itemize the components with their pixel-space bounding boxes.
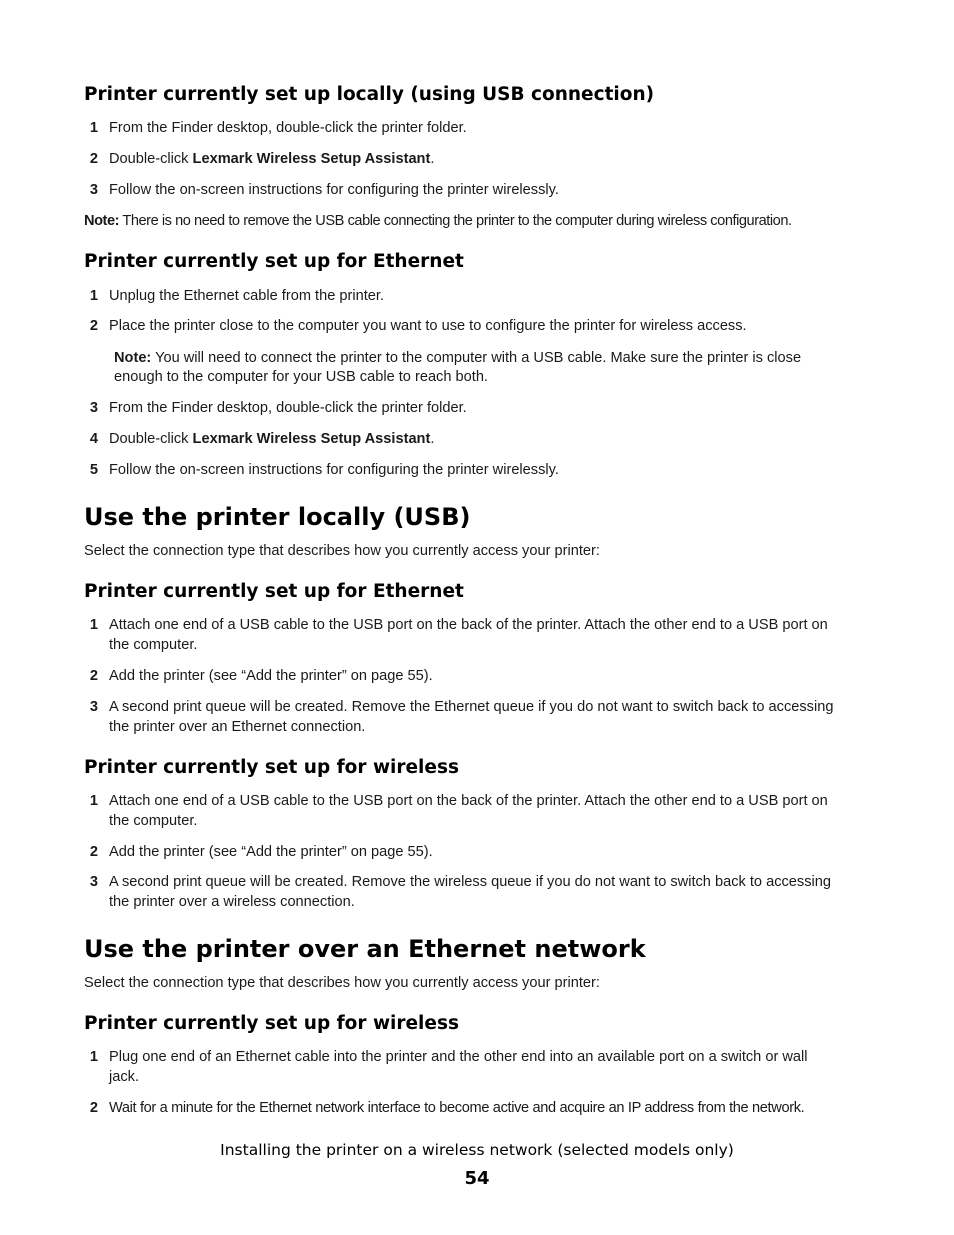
step-text: Plug one end of an Ethernet cable into the printer and the other end into an available port on a switch or wall jack. <box>109 1049 808 1085</box>
step-number: 3 <box>89 182 98 198</box>
step-text: Attach one end of a USB cable to the USB port on the back of the printer. Attach the other end to a USB port on the computer. <box>109 617 828 653</box>
note-label: Note: <box>114 350 152 366</box>
step-text: Unplug the Ethernet cable from the printer. <box>109 288 385 304</box>
note-paragraph <box>114 348 854 368</box>
step-number: 5 <box>89 462 98 478</box>
step-number: 3 <box>89 874 98 890</box>
step-text: Wait for a minute for the Ethernet network interface to become active and acquire an IP address from the network. <box>109 1100 805 1116</box>
step-number: 2 <box>89 668 98 684</box>
section-heading: Printer currently set up locally (using USB connection) <box>84 84 655 105</box>
step-text: From the Finder desktop, double-click the printer folder. <box>109 400 467 416</box>
step-number: 2 <box>89 1100 98 1116</box>
note-paragraph <box>84 211 874 231</box>
step-text: A second print queue will be created. Remove the Ethernet queue if you do not want to switch back to accessing the printer over an Ethernet connection. <box>109 699 834 735</box>
note-text: You will need to connect the printer to the computer with a USB cable. Make sure the printer is close <box>151 350 802 366</box>
step-text: Follow the on-screen instructions for configuring the printer wirelessly. <box>109 182 559 198</box>
step-text: Place the printer close to the computer you want to use to configure the printer for wireless access. <box>109 318 747 334</box>
step-text: Follow the on-screen instructions for configuring the printer wirelessly. <box>109 462 559 478</box>
step-text: Attach one end of a USB cable to the USB port on the back of the printer. Attach the other end to a USB port on the computer. <box>109 793 828 829</box>
step-text: Double-click Lexmark Wireless Setup Assistant. <box>109 431 435 447</box>
step-number: 1 <box>89 793 98 809</box>
section-title: Use the printer locally (USB) <box>84 503 471 531</box>
section-heading: Printer currently set up for Ethernet <box>84 251 464 272</box>
step-text: Add the printer (see “Add the printer” on page 55). <box>109 844 433 860</box>
note-label: Note: <box>84 213 120 229</box>
step-text: A second print queue will be created. Remove the wireless queue if you do not want to switch back to accessing the printer over a wireless connection. <box>109 874 831 910</box>
step-text: Add the printer (see “Add the printer” on page 55). <box>109 668 433 684</box>
step-number: 2 <box>89 318 98 334</box>
step-number: 1 <box>89 120 98 136</box>
page-footer-chapter: Installing the printer on a wireless network (selected models only) <box>220 1141 734 1159</box>
step-number: 2 <box>89 151 98 167</box>
step-number: 1 <box>89 1049 98 1065</box>
note-text: There is no need to remove the USB cable connecting the printer to the computer during wireless configuration. <box>119 213 792 229</box>
step-text: From the Finder desktop, double-click the printer folder. <box>109 120 467 136</box>
step-number: 1 <box>89 288 98 304</box>
note-paragraph-line: enough to the computer for your USB cable to reach both. <box>114 369 488 385</box>
section-title: Use the printer over an Ethernet network <box>84 935 646 963</box>
subsection-heading: Printer currently set up for Ethernet <box>84 581 464 602</box>
page-number: 54 <box>464 1168 490 1189</box>
subsection-heading: Printer currently set up for wireless <box>84 757 459 778</box>
step-number: 1 <box>89 617 98 633</box>
step-number: 4 <box>89 431 98 447</box>
step-number: 2 <box>89 844 98 860</box>
intro-paragraph: Select the connection type that describes how you currently access your printer: <box>84 543 600 559</box>
step-text: Double-click Lexmark Wireless Setup Assistant. <box>109 151 435 167</box>
step-number: 3 <box>89 400 98 416</box>
intro-paragraph: Select the connection type that describes how you currently access your printer: <box>84 975 600 991</box>
step-number: 3 <box>89 699 98 715</box>
subsection-heading: Printer currently set up for wireless <box>84 1013 459 1034</box>
